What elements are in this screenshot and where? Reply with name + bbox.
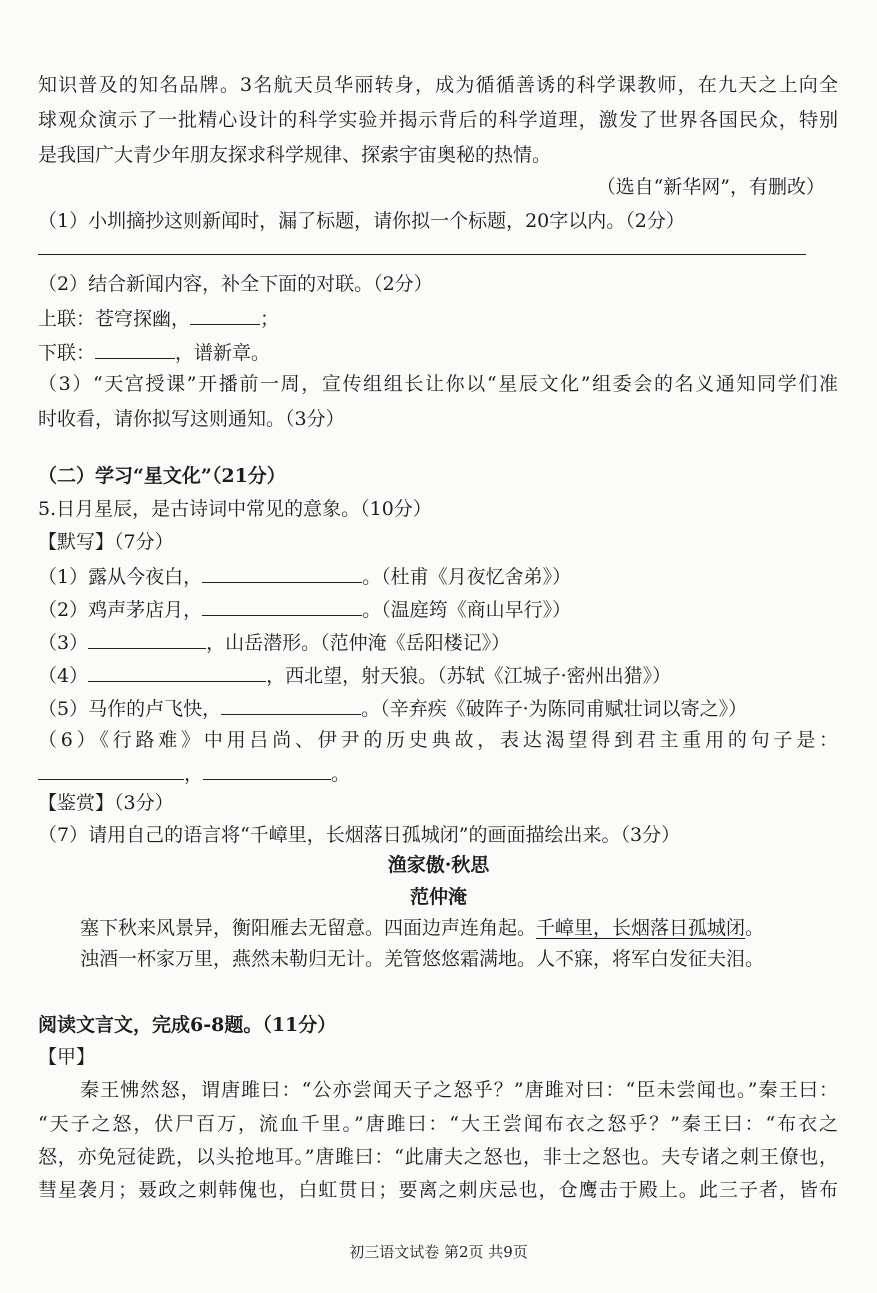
news-line-1: 知识普及的知名品牌。3名航天员华丽转身，成为循循善诱的科学课教师，在九天之上向全 [38,74,838,96]
couplet-upper-prefix: 上联：苍穹探幽， [38,308,191,330]
q6-blank-2[interactable] [203,758,331,780]
dictation-item-3 [38,627,838,657]
news-source: （选自“新华网”，有删改） [596,176,825,198]
dictation-item-4-post: ，西北望，射天狼。（苏轼《江城子·密州出猎》） [266,665,672,687]
section-2-title: （二）学习“星文化”（21分） [38,465,286,487]
dictation-item-5-post: 。（辛弃疾《破阵子·为陈同甫赋壮词以寄之》） [361,698,748,720]
dictation-item-3-post: ，山岳潜形。（范仲淹《岳阳楼记》） [206,632,511,654]
dictation-item-5 [38,693,838,723]
dictation-item-4-pre: （4） [38,665,89,687]
page-footer: 初三语文试卷 第2页 共9页 [349,1243,528,1261]
dictation-item-5-pre: （5）马作的卢飞快， [38,698,222,720]
dictation-blank-3[interactable] [88,627,206,649]
passage-line-3: 怒，亦免冠徒跣，以头抢地耳。”唐雎曰：“此庸夫之怒也，非士之怒也。夫专诸之刺王僚也， [38,1146,838,1168]
news-line-3: 是我国广大青少年朋友探求科学规律、探索宇宙奥秘的热情。 [38,144,552,166]
couplet-lower-suffix: ，谱新章。 [175,342,271,364]
question-1: （1）小圳摘抄这则新闻时，漏了标题，请你拟一个标题，20字以内。（2分） [38,210,685,232]
question-6-answers [38,758,838,788]
dictation-item-3-pre: （3） [38,632,89,654]
dictation-item-2 [38,594,838,624]
couplet-upper-suffix: ； [260,308,280,330]
appreciation-label: 【鉴赏】（3分） [38,792,174,814]
dictation-item-2-post: 。（温庭筠《商山早行》） [362,599,572,621]
answer-line-q1[interactable] [38,254,806,255]
dictation-label: 【默写】（7分） [38,531,174,553]
poem-line-2: 浊酒一杯家万里，燕然未勒归无计。羌管悠悠霜满地。人不寐，将军白发征夫泪。 [80,948,765,970]
question-3-line-2: 时收看，请你拟写这则通知。（3分） [38,408,345,430]
passage-line-4: 彗星袭月；聂政之刺韩傀也，白虹贯日；要离之刺庆忌也，仓鹰击于殿上。此三子者，皆布 [38,1179,838,1201]
passage-jia-label: 【甲】 [38,1046,96,1068]
couplet-lower-prefix: 下联： [38,342,96,364]
couplet-upper-blank[interactable] [190,303,260,325]
news-line-2: 球观众演示了一批精心设计的科学实验并揭示背后的科学道理，激发了世界各国民众，特别 [38,109,838,131]
poem-underlined-phrase: 千嶂里，长烟落日孤城闭 [536,917,746,939]
classical-heading: 阅读文言文，完成6-8题。（11分） [38,1014,337,1036]
q6-end: 。 [331,763,351,785]
dictation-item-4 [38,660,838,690]
couplet-lower-blank[interactable] [95,337,175,359]
dictation-blank-1[interactable] [202,561,362,583]
poem-line-1 [80,914,840,942]
poem-author: 范仲淹 [409,886,467,908]
dictation-blank-5[interactable] [221,693,361,715]
dictation-item-1 [38,561,838,591]
poem-line-1-a: 塞下秋来风景异，衡阳雁去无留意。四面边声连角起。 [80,917,537,939]
passage-line-1: 秦王怫然怒，谓唐雎曰：“公亦尝闻天子之怒乎？”唐雎对曰：“臣未尝闻也。”秦王曰： [80,1079,838,1101]
question-7: （7）请用自己的语言将“千嶂里，长烟落日孤城闭”的画面描绘出来。（3分） [38,824,681,846]
question-2: （2）结合新闻内容，补全下面的对联。（2分） [38,273,433,295]
couplet-upper [38,303,838,333]
question-3-line-1: （3）“天宫授课”开播前一周，宣传组组长让你以“星辰文化”组委会的名义通知同学们准 [38,373,838,395]
dictation-item-1-post: 。（杜甫《月夜忆舍弟》） [362,566,572,588]
dictation-blank-2[interactable] [202,594,362,616]
question-6-line-1: （6）《行路难》中用吕尚、伊尹的历史典故，表达渴望得到君主重用的句子是： [38,729,838,751]
dictation-item-2-pre: （2）鸡声茅店月， [38,599,203,621]
passage-line-2: “天子之怒，伏尸百万，流血千里。”唐雎曰：“大王尝闻布衣之怒乎？”秦王曰：“布衣之 [38,1113,838,1135]
poem-title: 渔家傲·秋思 [387,854,490,876]
dictation-blank-4[interactable] [88,660,266,682]
q6-blank-1[interactable] [38,758,184,780]
poem-line-1-c: 。 [745,917,765,939]
q6-comma: ， [184,763,204,785]
dictation-item-1-pre: （1）露从今夜白， [38,566,203,588]
couplet-lower [38,337,838,367]
question-5: 5.日月星辰，是古诗词中常见的意象。（10分） [38,498,432,520]
